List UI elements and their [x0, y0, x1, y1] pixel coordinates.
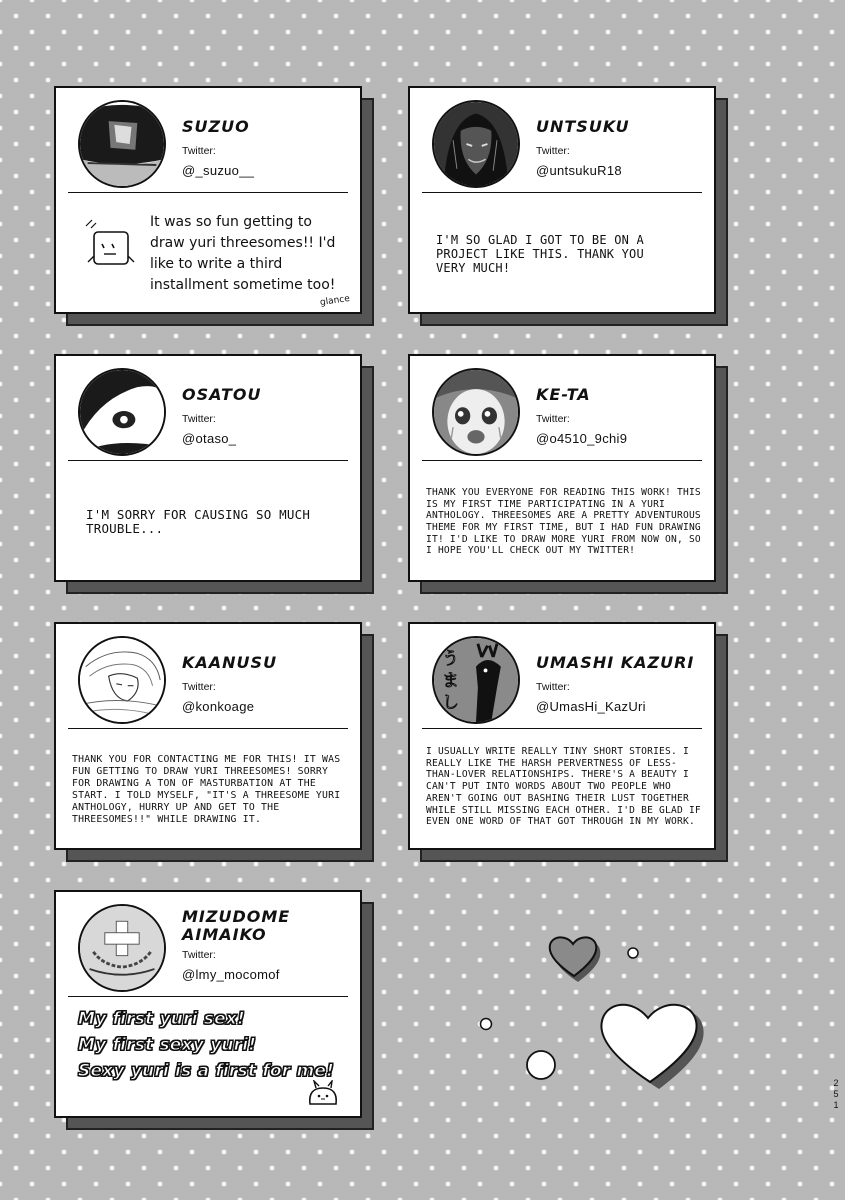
- artist-name: MIZUDOME AIMAIKO: [182, 907, 291, 944]
- twitter-handle[interactable]: @lmy_mocomof: [182, 967, 280, 982]
- twitter-label: Twitter:: [182, 145, 216, 157]
- twitter-label: Twitter:: [536, 145, 570, 157]
- message: I USUALLY WRITE REALLY TINY SHORT STORIES. I REALLY LIKE THE HARSH PERVERTNESS OF LESS-THAN-LOVER RELATIONSHIPS. THERE'S A BEAUTY I CAN'T PUT INTO WORDS ABOUT TWO PEOPLE WHO AREN'T GOING OUT BASHING THEIR LUST TOGETHER WHILE STILL MISSING EACH OTHER. I'D BE GLAD IF EVEN ONE WORD OF THAT GOT THROUGH IN MY WORK.: [426, 745, 701, 828]
- bubble-circle-icon: [524, 1048, 558, 1082]
- cross-crest-icon: [78, 904, 166, 992]
- hooded-figure-icon: [432, 100, 520, 188]
- divider: [422, 460, 702, 461]
- twitter-label: Twitter:: [536, 681, 570, 693]
- divider: [68, 192, 348, 193]
- message-line: My first yuri sex!: [78, 1009, 245, 1029]
- message: I'M SORRY FOR CAUSING SO MUCH TROUBLE...: [86, 507, 311, 536]
- umashi-kana: うまし: [442, 649, 459, 713]
- twitter-handle[interactable]: @otaso_: [182, 431, 237, 446]
- profile-card-keta: [408, 354, 716, 582]
- twitter-label: Twitter:: [182, 949, 216, 961]
- small-heart-icon: [548, 934, 602, 982]
- crying-girl-icon: [432, 368, 520, 456]
- glance-note: glance: [319, 293, 351, 309]
- twitter-handle[interactable]: @konkoage: [182, 699, 255, 714]
- divider: [422, 192, 702, 193]
- message-line: My first sexy yuri!: [78, 1035, 257, 1055]
- artist-name: UMASHI KAZURI: [536, 653, 695, 672]
- tofu-mascot-icon: [82, 218, 136, 274]
- message: It was so fun getting to draw yuri threesomes!! I'd like to write a third installment sometime too!: [150, 214, 336, 293]
- twitter-handle[interactable]: @o4510_9chi9: [536, 431, 628, 446]
- message: I'M SO GLAD I GOT TO BE ON A PROJECT LIKE THIS. THANK YOU VERY MUCH!: [436, 233, 644, 275]
- divider: [68, 728, 348, 729]
- twitter-label: Twitter:: [536, 413, 570, 425]
- message: THANK YOU EVERYONE FOR READING THIS WORK! THIS IS MY FIRST TIME PARTICIPATING IN A YURI ANTHOLOGY. THREESOMES ARE A PRETTY ADVENTUROUS THEME FOR MY FIRST TIME, BUT I HAD FUN DRAWING IT! I'D LIKE TO DRAW MORE YURI FROM NOW ON, SO I HOPE YOU'LL CHECK OUT MY TWITTER!: [426, 487, 701, 557]
- artist-name: OSATOU: [182, 385, 262, 404]
- artist-name: KE-TA: [536, 385, 591, 404]
- twitter-label: Twitter:: [182, 413, 216, 425]
- divider: [68, 460, 348, 461]
- profile-card-untsuku: [408, 86, 716, 314]
- artist-name: SUZUO: [182, 117, 250, 136]
- divider: [68, 996, 348, 997]
- large-heart-icon: [596, 996, 708, 1090]
- twitter-handle[interactable]: @_suzuo__: [182, 163, 255, 178]
- deer-icon: [432, 636, 520, 724]
- twitter-label: Twitter:: [182, 681, 216, 693]
- profile-card-kaanusu: [54, 622, 362, 850]
- profile-card-umashi-kazuri: [408, 622, 716, 850]
- message-line: Sexy yuri is a first for me!: [78, 1061, 335, 1081]
- twitter-handle[interactable]: @untsukuR18: [536, 163, 622, 178]
- page-number: 2 5 1: [833, 1078, 839, 1110]
- profile-card-suzuo: [54, 86, 362, 314]
- artist-name: UNTSUKU: [536, 117, 630, 136]
- bubble-dot-icon: [626, 946, 640, 960]
- bunny-icon: [306, 1080, 340, 1106]
- profile-card-mizudome-aimaiko: [54, 890, 362, 1118]
- sleeping-girl-icon: [78, 636, 166, 724]
- bag-icon: [78, 100, 166, 188]
- divider: [422, 728, 702, 729]
- message: THANK YOU FOR CONTACTING ME FOR THIS! IT WAS FUN GETTING TO DRAW YURI THREESOMES! SORRY FOR DRAWING A TON OF MASTURBATION AT THE START. I TOLD MYSELF, "IT'S A THREESOME YURI ANTHOLOGY, HURRY UP AND GET TO THE THREESOMES!!" WHILE DRAWING IT.: [72, 754, 341, 825]
- twitter-handle[interactable]: @UmasHi_KazUri: [536, 699, 646, 714]
- artist-name: KAANUSU: [182, 653, 278, 672]
- bubble-dot-icon: [478, 1016, 494, 1032]
- profile-card-osatou: [54, 354, 362, 582]
- eye-icon: [78, 368, 166, 456]
